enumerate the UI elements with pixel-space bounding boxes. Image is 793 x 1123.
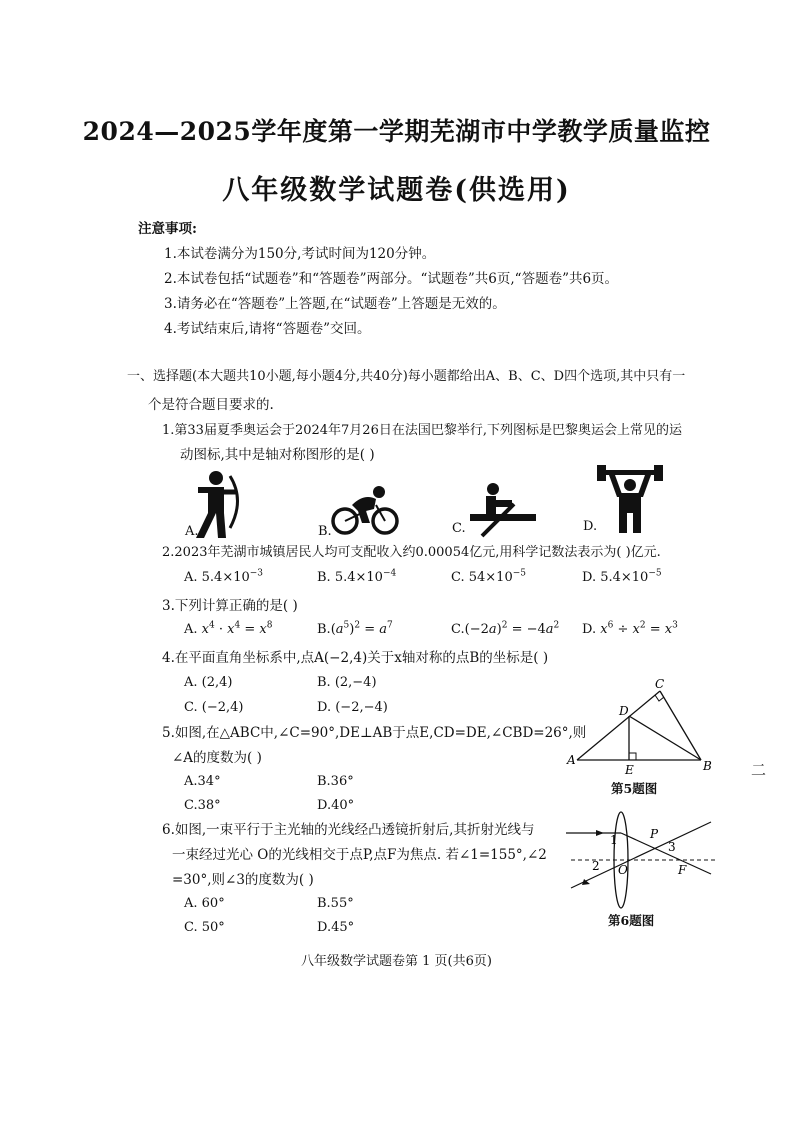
q6-option-d: D.45° (317, 920, 355, 935)
q2-option-c: C. $54\times 10^{-5}$ (451, 568, 527, 585)
notice-item-4: 4.考试结束后,请将“答题卷”交回。 (164, 321, 371, 337)
q5-figure-caption: 第5题图 (611, 781, 658, 796)
q5-stem-line2: ∠A的度数为( ) (172, 750, 262, 766)
q6-stem-line3: =30°,则∠3的度数为( ) (172, 872, 314, 888)
notice-item-3: 3.请务必在“答题卷”上答题,在“试题卷”上答题是无效的。 (164, 296, 506, 312)
q5-option-a: A.34° (184, 774, 221, 789)
q2-option-b: B. $5.4\times 10^{-4}$ (317, 568, 397, 585)
q6-option-a: A. 60° (184, 896, 225, 911)
q6-angle-1: 1 (610, 833, 618, 847)
q5-option-b: B.36° (317, 774, 354, 789)
q5-label-e: E (625, 763, 634, 777)
q6-label-p: P (650, 827, 659, 841)
q6-angle-3: 3 (668, 840, 676, 854)
notice-item-2: 2.本试卷包括“试题卷”和“答题卷”两部分。“试题卷”共6页,“答题卷”共6页。 (164, 271, 619, 287)
q3-option-a: A. $x^4 \cdot x^4 = x^8$ (184, 620, 273, 637)
exam-title: 2024—2025学年度第一学期芜湖市中学教学质量监控 (82, 117, 711, 146)
q1-stem-line2: 动图标,其中是轴对称图形的是( ) (180, 447, 375, 463)
q4-option-c: C. (−2,4) (184, 700, 244, 715)
q6-option-b: B.55° (317, 896, 354, 911)
q6-label-f: F (678, 863, 687, 877)
q6-stem-line1: 6.如图,一束平行于主光轴的光线经凸透镜折射后,其折射光线与 (162, 822, 535, 838)
section1-instruction-line2: 个是符合题目要求的. (148, 397, 274, 413)
q2-stem: 2.2023年芜湖市城镇居民人均可支配收入约0.00054亿元,用科学记数法表示为( )亿元. (162, 545, 661, 560)
q6-option-c: C. 50° (184, 920, 225, 935)
margin-mark: 二 (751, 761, 767, 779)
q5-label-b: B (703, 759, 712, 773)
q4-option-d: D. (−2,−4) (317, 700, 388, 715)
q5-option-d: D.40° (317, 798, 355, 813)
q6-label-o: O (618, 863, 628, 877)
q2-option-a: A. $5.4\times 10^{-3}$ (184, 568, 264, 585)
q2-option-d: D. $5.4\times 10^{-5}$ (582, 568, 662, 585)
q5-label-c: C (655, 678, 665, 691)
q6-figure-caption: 第6题图 (608, 913, 655, 928)
cycling-icon (330, 485, 400, 537)
q5-option-c: C.38° (184, 798, 221, 813)
q5-label-d: D (619, 704, 629, 718)
q4-stem: 4.在平面直角坐标系中,点A(−2,4)关于x轴对称的点B的坐标是( ) (162, 650, 549, 666)
q1-option-b: B. (318, 524, 332, 539)
q4-option-a: A. (2,4) (184, 675, 233, 690)
q1-stem-line1: 1.第33届夏季奥运会于2024年7月26日在法国巴黎举行,下列图标是巴黎奥运会上常见的运 (162, 423, 682, 438)
q4-option-b: B. (2,−4) (317, 675, 377, 690)
q1-option-c: C. (452, 521, 466, 536)
weightlifting-icon (597, 465, 663, 535)
q1-option-a: A. (185, 524, 199, 539)
q6-stem-line2: 一束经过光心 O的光线相交于点P,点F为焦点. 若∠1=155°,∠2 (172, 847, 547, 863)
rowing-icon (468, 482, 538, 538)
notice-item-1: 1.本试卷满分为150分,考试时间为120分钟。 (164, 246, 436, 262)
q1-option-d: D. (583, 519, 598, 534)
q6-figure (566, 808, 726, 913)
q3-option-b: $B.(a^5)^2 = a^7$ (317, 620, 393, 637)
exam-subtitle: 八年级数学试题卷(供选用) (222, 175, 571, 206)
q5-label-a: A (567, 753, 576, 767)
q6-angle-2: 2 (592, 859, 600, 873)
q3-option-d: D. $x^6 \div x^2 = x^3$ (582, 620, 678, 637)
q3-stem: 3.下列计算正确的是( ) (162, 598, 298, 614)
section1-instruction-line1: 一、选择题(本大题共10小题,每小题4分,共40分)每小题都给出A、B、C、D四个选项,其中只有一 (127, 369, 686, 384)
q5-stem-line1: 5.如图,在△ABC中,∠C=90°,DE⊥AB于点E,CD=DE,∠CBD=26°,则 (162, 725, 587, 741)
page-footer: 八年级数学试题卷第 1 页(共6页) (301, 954, 492, 969)
q3-option-c: $C.(-2a)^2 = -4a^2$ (451, 620, 560, 637)
notice-heading: 注意事项: (138, 221, 197, 237)
